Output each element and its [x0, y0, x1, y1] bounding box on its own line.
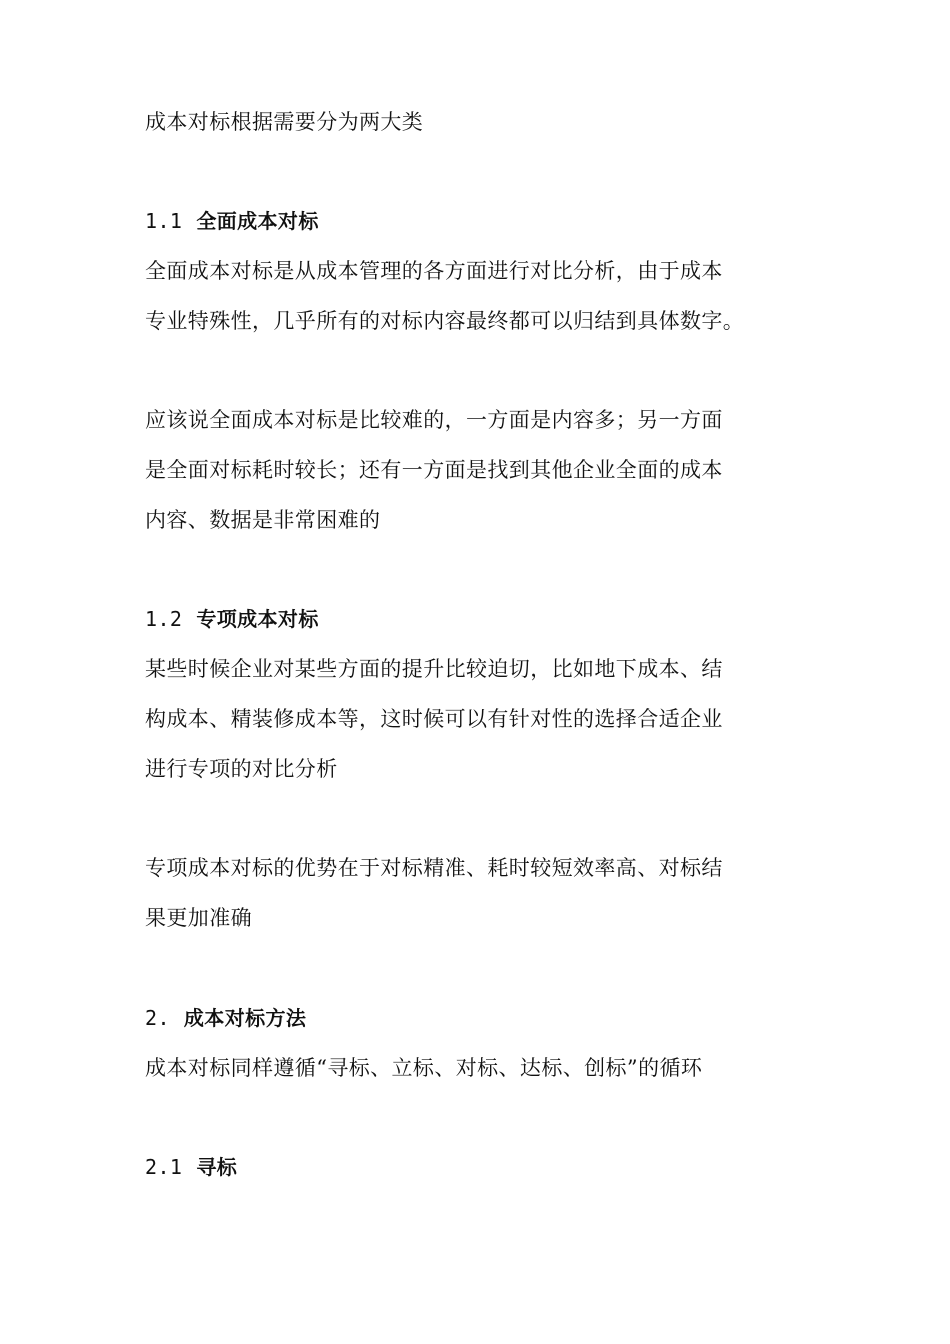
section-title: 寻标 [196, 1155, 238, 1179]
paragraph-line: 构成本、精装修成本等，这时候可以有针对性的选择合适企业 [145, 707, 723, 731]
section-number: 1.2 [145, 607, 183, 631]
paragraph-line: 果更加准确 [145, 906, 252, 930]
paragraph-line: 进行专项的对比分析 [145, 757, 338, 781]
paragraph-line: 专项成本对标的优势在于对标精准、耗时较短效率高、对标结 [145, 856, 723, 880]
paragraph-line: 全面成本对标是从成本管理的各方面进行对比分析，由于成本 [145, 259, 723, 283]
section-heading-2-1 [145, 1153, 237, 1181]
section-number: 2.1 [145, 1155, 183, 1179]
section-heading-1-1 [145, 207, 319, 235]
paragraph-line: 内容、数据是非常困难的 [145, 508, 381, 532]
paragraph-line: 某些时候企业对某些方面的提升比较迫切，比如地下成本、结 [145, 657, 723, 681]
section-title: 专项成本对标 [196, 607, 319, 631]
section-number: 2. [145, 1006, 170, 1030]
section-heading-2 [145, 1004, 306, 1032]
intro-text: 成本对标根据需要分为两大类 [145, 110, 424, 134]
section-title: 全面成本对标 [196, 209, 319, 233]
section-heading-1-2 [145, 605, 319, 633]
paragraph-line: 应该说全面成本对标是比较难的，一方面是内容多；另一方面 [145, 408, 723, 432]
section-title: 成本对标方法 [183, 1006, 307, 1030]
paragraph-line: 成本对标同样遵循“寻标、立标、对标、达标、创标”的循环 [145, 1056, 703, 1080]
section-number: 1.1 [145, 209, 183, 233]
paragraph-line: 是全面对标耗时较长；还有一方面是找到其他企业全面的成本 [145, 458, 723, 482]
paragraph-line: 专业特殊性，几乎所有的对标内容最终都可以归结到具体数字。 [145, 309, 745, 333]
